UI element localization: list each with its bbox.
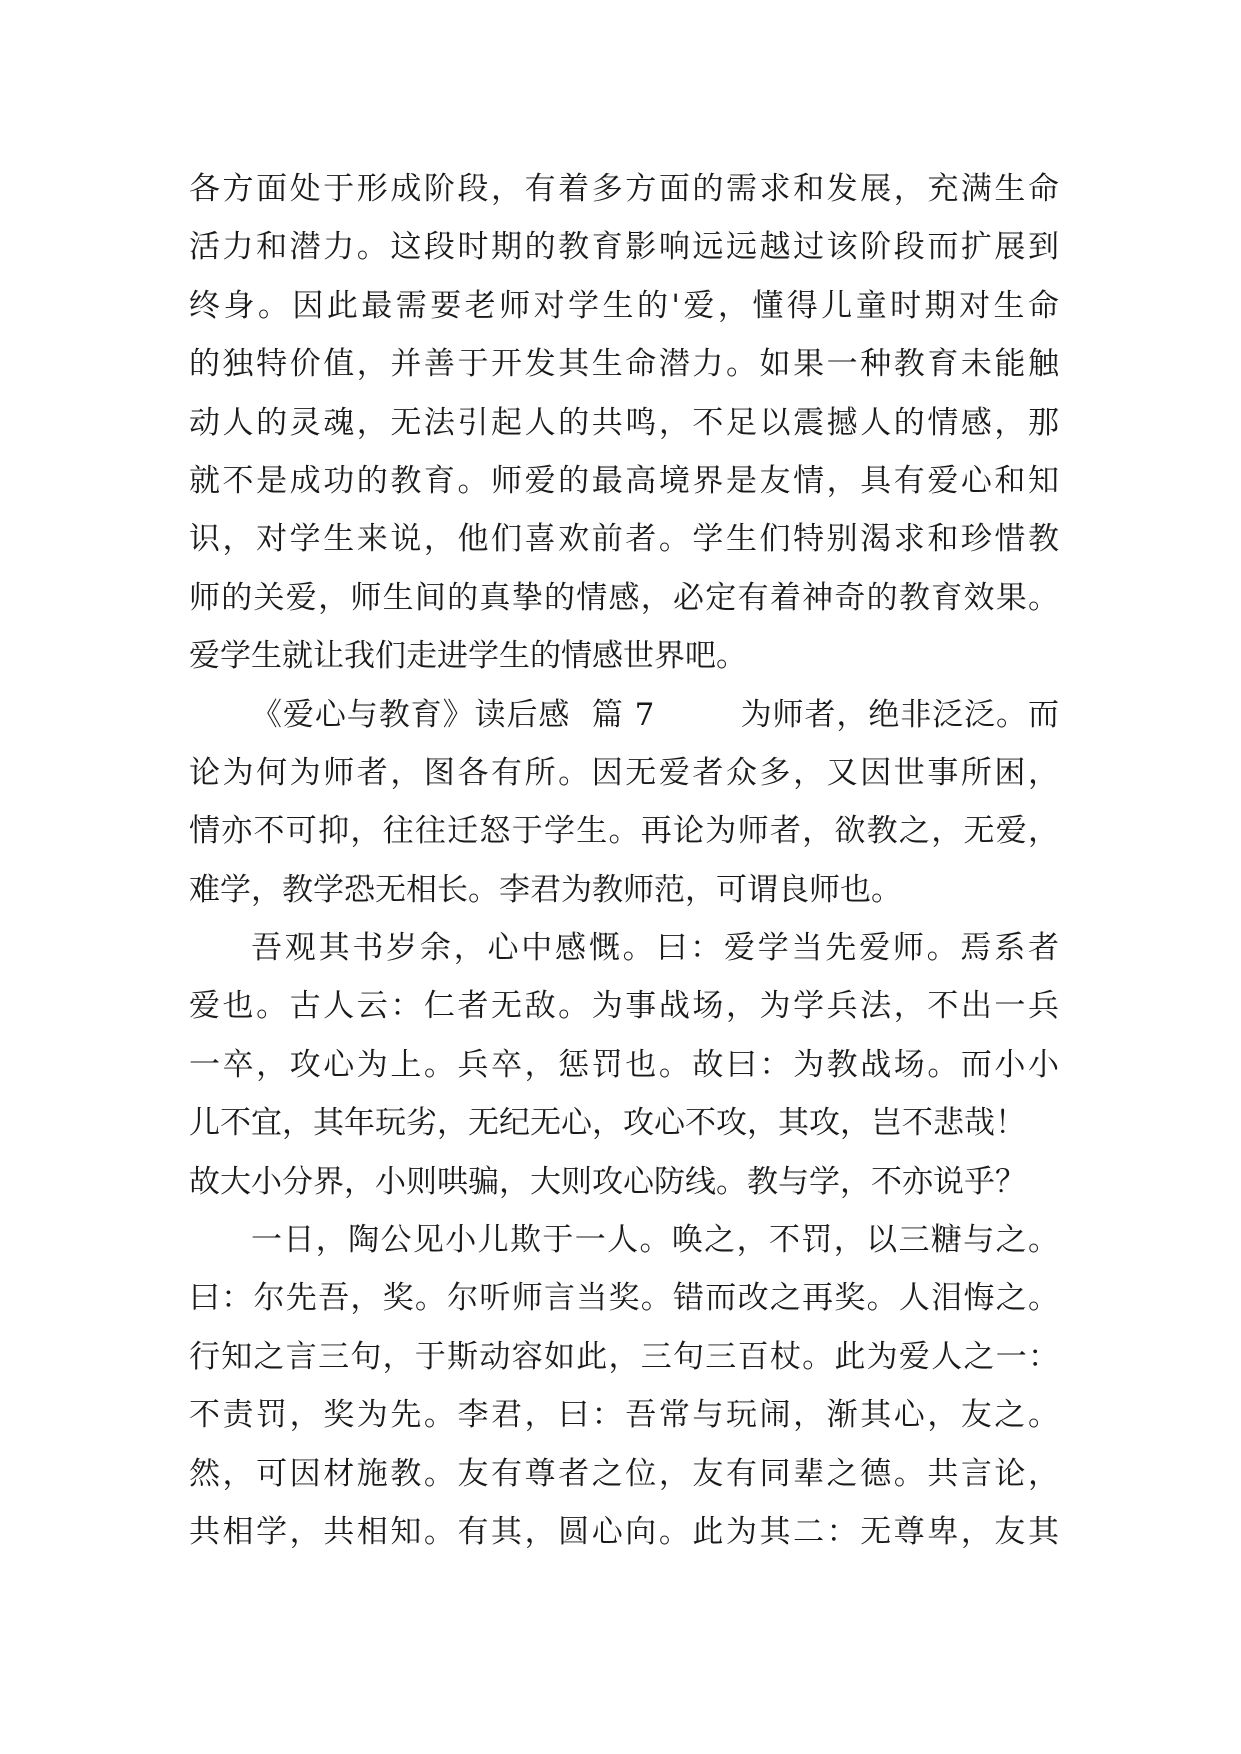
text-line: 爱学生就让我们走进学生的情感世界吧。 (189, 638, 747, 675)
text-line: 然，可因材施教。友有尊者之位，友有同辈之德。共言论， (189, 1455, 1059, 1492)
text-line: 动人的灵魂，无法引起人的共鸣，不足以震撼人的情感，那 (189, 404, 1059, 441)
text-line: 行知之言三句，于斯动容如此，三句三百杖。此为爱人之一： (189, 1338, 1059, 1375)
text-line: 儿不宜，其年玩劣，无纪无心，攻心不攻，其攻，岂不悲哉！ (189, 1105, 1026, 1142)
text-line: 难学，教学恐无相长。李君为教师范，可谓良师也。 (189, 871, 902, 908)
text-line: 不责罚，奖为先。李君，曰：吾常与玩闹，渐其心，友之。 (189, 1397, 1059, 1434)
paragraph-start-line: 吾观其书岁余，心中感慨。曰：爱学当先爱师。焉系者 (251, 930, 1059, 967)
text-line: 论为何为师者，图各有所。因无爱者众多，又因世事所困， (189, 754, 1059, 791)
text-line: 一卒，攻心为上。兵卒，惩罚也。故曰：为教战场。而小小 (189, 1046, 1059, 1083)
text-line: 曰：尔先吾，奖。尔听师言当奖。错而改之再奖。人泪悔之。 (189, 1280, 1059, 1317)
text-line: 终身。因此最需要老师对学生的'爱，懂得儿童时期对生命 (189, 287, 1059, 324)
paragraph-start-line: 一日，陶公见小儿欺于一人。唤之，不罚，以三糖与之。 (251, 1222, 1059, 1259)
text-line: 识，对学生来说，他们喜欢前者。学生们特别渴求和珍惜教 (189, 521, 1059, 558)
text-line: 的独特价值，并善于开发其生命潜力。如果一种教育未能触 (189, 346, 1059, 383)
text-line: 各方面处于形成阶段，有着多方面的需求和发展，充满生命 (189, 171, 1059, 207)
text-line: 共相学，共相知。有其，圆心向。此为其二：无尊卑，友其 (189, 1513, 1059, 1550)
body-text (189, 160, 1059, 1561)
text-line: 师的关爱，师生间的真挚的情感，必定有着神奇的教育效果。 (189, 579, 1059, 616)
text-line: 故大小分界，小则哄骗，大则攻心防线。教与学，不亦说乎？ (189, 1163, 1026, 1200)
text-line: 情亦不可抑，往往迁怒于学生。再论为师者，欲教之，无爱， (189, 813, 1059, 850)
text-line: 爱也。古人云：仁者无敌。为事战场，为学兵法，不出一兵 (189, 988, 1059, 1025)
section-heading-line: 《爱心与教育》读后感 篇 7 为师者，绝非泛泛。而 (251, 696, 1059, 733)
text-line: 活力和潜力。这段时期的教育影响远远越过该阶段而扩展到 (189, 229, 1059, 266)
text-line: 就不是成功的教育。师爱的最高境界是友情，具有爱心和知 (189, 462, 1059, 499)
